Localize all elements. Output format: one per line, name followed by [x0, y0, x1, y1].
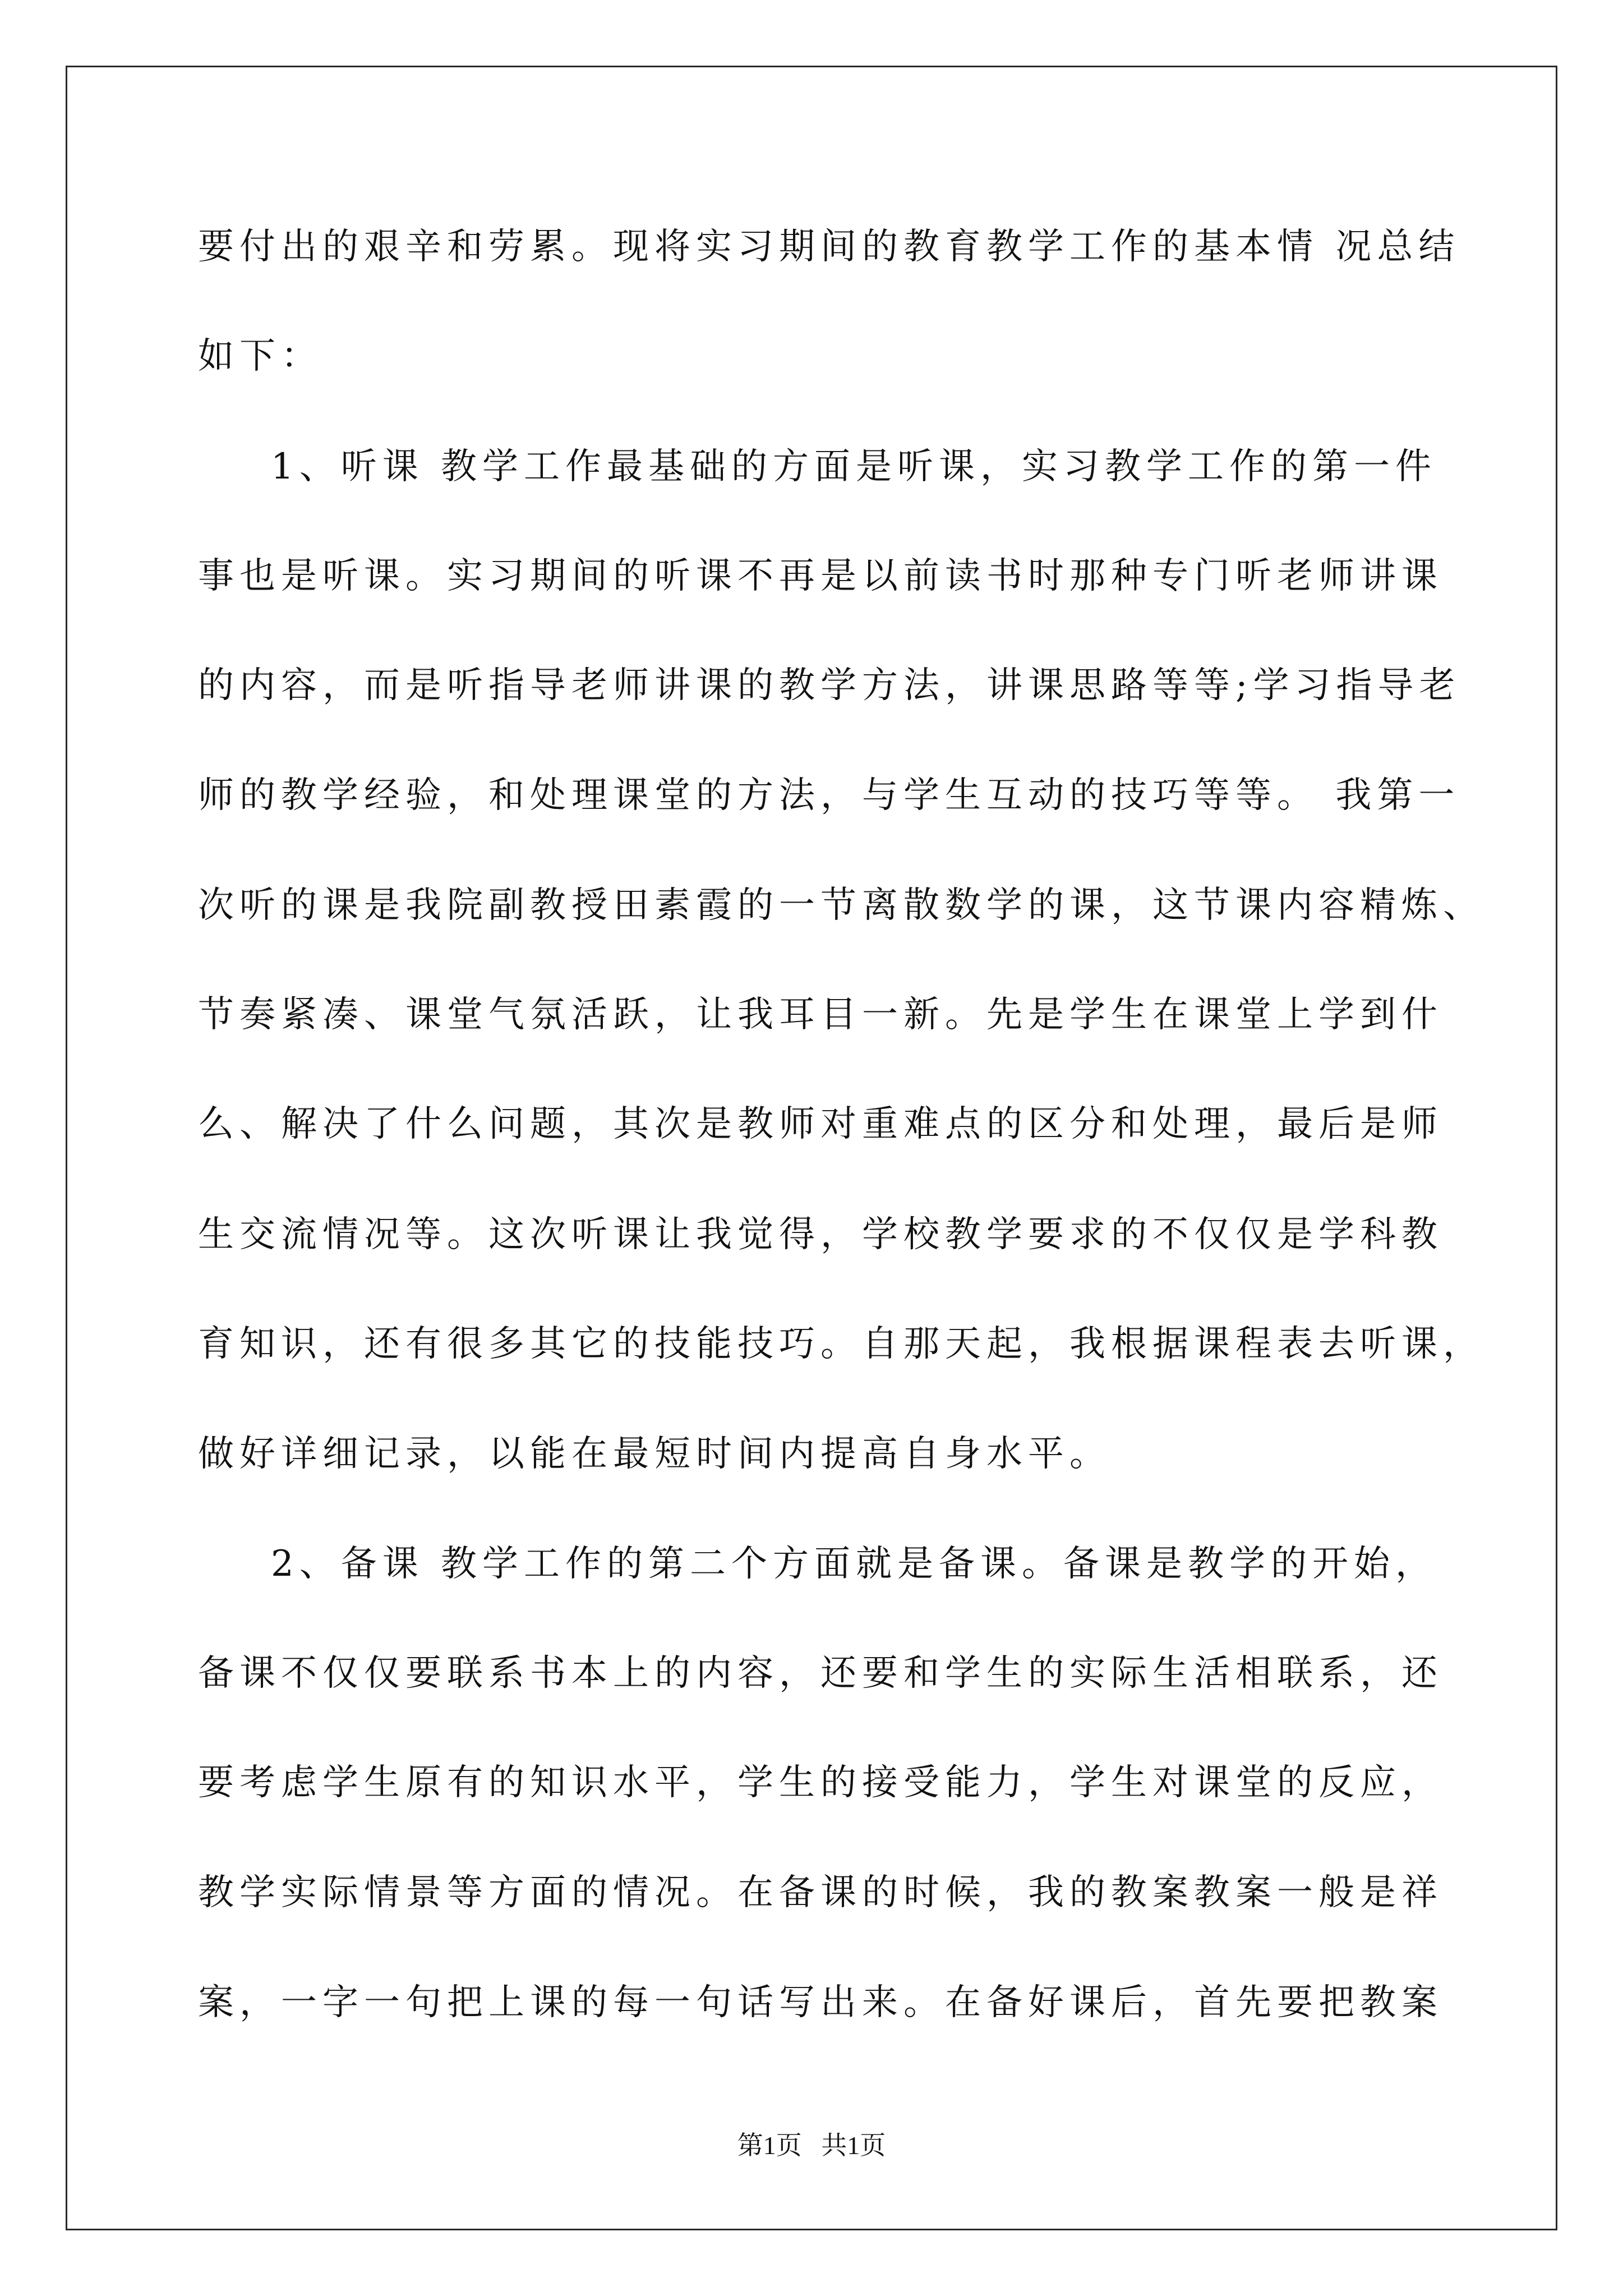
text-line: 要考虑学生原有的知识水平，学生的接受能力，学生对课堂的反应，	[198, 1762, 1443, 1803]
text-line: 做好详细记录，以能在最短时间内提高自身水平。	[198, 1433, 1111, 1475]
text-line: 生交流情况等。这次听课让我觉得，学校教学要求的不仅仅是学科教	[198, 1214, 1443, 1255]
text-line: 育知识，还有很多其它的技能技巧。自那天起，我根据课程表去听课，	[198, 1323, 1484, 1365]
text-line: 么、解决了什么问题，其次是教师对重难点的区分和处理，最后是师	[198, 1103, 1443, 1145]
text-line: 师的教学经验，和处理课堂的方法，与学生互动的技巧等等。 我第一	[198, 775, 1460, 816]
paragraph-start-line: 2、备课 教学工作的第二个方面就是备课。备课是教学的开始，	[271, 1543, 1437, 1585]
text-line: 次听的课是我院副教授田素霞的一节离散数学的课，这节课内容精炼、	[198, 885, 1484, 926]
paragraph-start-line: 1、听课 教学工作最基础的方面是听课，实习教学工作的第一件	[271, 446, 1437, 487]
text-line: 事也是听课。实习期间的听课不再是以前读书时那种专门听老师讲课	[198, 555, 1443, 597]
text-line: 节奏紧凑、课堂气氛活跃，让我耳目一新。先是学生在课堂上学到什	[198, 994, 1443, 1036]
text-line: 教学实际情景等方面的情况。在备课的时候，我的教案教案一般是祥	[198, 1872, 1443, 1913]
page-footer: 第1页 共1页	[737, 2131, 886, 2160]
text-line: 要付出的艰辛和劳累。现将实习期间的教育教学工作的基本情 况总结	[198, 226, 1460, 268]
text-line: 案，一字一句把上课的每一句话写出来。在备好课后，首先要把教案	[198, 1982, 1443, 2023]
text-line: 如下：	[198, 335, 322, 377]
text-line: 备课不仅仅要联系书本上的内容，还要和学生的实际生活相联系，还	[198, 1653, 1443, 1694]
text-line: 的内容，而是听指导老师讲课的教学方法，讲课思路等等;学习指导老	[198, 665, 1461, 706]
